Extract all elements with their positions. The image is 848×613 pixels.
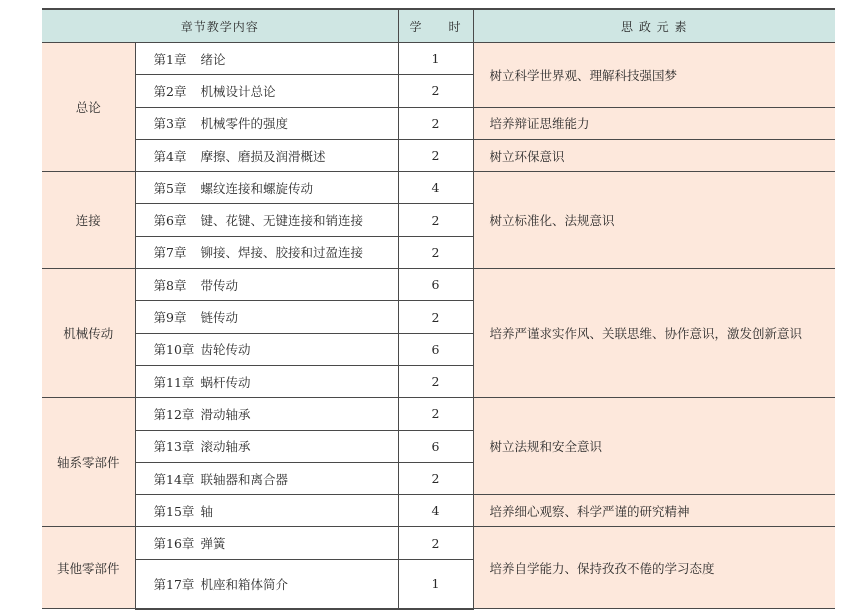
chapter-cell — [135, 430, 398, 462]
hours-cell: 1 — [398, 559, 473, 609]
category-cell: 其他零部件 — [42, 527, 135, 609]
chapter-title: 齿轮传动 — [200, 342, 251, 358]
category-cell: 连接 — [42, 172, 135, 269]
chapter-cell — [135, 236, 398, 268]
table-row — [42, 43, 835, 75]
table-row — [42, 139, 835, 171]
chapter-number: 第11章 — [153, 374, 195, 390]
chapter-number: 第17章 — [153, 576, 195, 592]
hours-cell: 2 — [398, 527, 473, 559]
chapter-cell — [135, 365, 398, 397]
hours-cell: 2 — [398, 139, 473, 171]
element-cell: 树立环保意识 — [473, 139, 835, 171]
chapter-cell — [135, 75, 398, 107]
curriculum-table — [42, 8, 835, 610]
chapter-number: 第10章 — [153, 342, 195, 358]
hours-cell: 2 — [398, 398, 473, 430]
hours-cell: 2 — [398, 236, 473, 268]
table-row — [42, 269, 835, 301]
chapter-cell — [135, 107, 398, 139]
hours-cell: 2 — [398, 365, 473, 397]
chapter-cell — [135, 172, 398, 204]
hours-cell: 2 — [398, 75, 473, 107]
chapter-number: 第13章 — [153, 439, 195, 455]
table-row — [42, 527, 835, 559]
chapter-number: 第14章 — [153, 471, 195, 487]
category-cell: 总论 — [42, 43, 135, 172]
chapter-cell — [135, 333, 398, 365]
chapter-number: 第9章 — [153, 310, 187, 326]
chapter-cell — [135, 495, 398, 527]
header-elements: 思 政 元 素 — [473, 9, 835, 43]
hours-cell: 2 — [398, 107, 473, 139]
chapter-cell — [135, 139, 398, 171]
chapter-title: 绪论 — [200, 51, 226, 67]
chapter-number: 第16章 — [153, 536, 195, 552]
curriculum-table-container — [42, 8, 835, 610]
chapter-cell — [135, 43, 398, 75]
header-content: 章节教学内容 — [42, 9, 398, 43]
element-cell: 树立科学世界观、理解科技强国梦 — [473, 43, 835, 108]
chapter-title: 机座和箱体简介 — [200, 576, 289, 592]
chapter-cell — [135, 204, 398, 236]
header-row — [42, 9, 835, 43]
hours-cell: 2 — [398, 204, 473, 236]
element-cell: 树立标准化、法规意识 — [473, 172, 835, 269]
chapter-number: 第7章 — [153, 245, 187, 261]
chapter-title: 机械零件的强度 — [200, 116, 289, 132]
chapter-title: 铆接、焊接、胶接和过盈连接 — [200, 245, 364, 261]
header-hours: 学 时 — [398, 9, 473, 43]
hours-cell: 6 — [398, 269, 473, 301]
chapter-number: 第1章 — [153, 51, 187, 67]
table-row — [42, 107, 835, 139]
chapter-number: 第3章 — [153, 116, 187, 132]
chapter-cell — [135, 301, 398, 333]
chapter-title: 滚动轴承 — [200, 439, 251, 455]
chapter-title: 滑动轴承 — [200, 406, 251, 422]
chapter-title: 摩擦、磨损及润滑概述 — [200, 148, 326, 164]
hours-cell: 4 — [398, 495, 473, 527]
chapter-number: 第5章 — [153, 180, 187, 196]
chapter-number: 第2章 — [153, 83, 187, 99]
chapter-cell — [135, 269, 398, 301]
chapter-title: 轴 — [200, 503, 214, 519]
chapter-title: 蜗杆传动 — [200, 374, 251, 390]
chapter-cell — [135, 559, 398, 609]
hours-cell: 2 — [398, 301, 473, 333]
chapter-title: 链传动 — [200, 310, 239, 326]
hours-cell: 1 — [398, 43, 473, 75]
element-cell: 培养辩证思维能力 — [473, 107, 835, 139]
chapter-number: 第4章 — [153, 148, 187, 164]
hours-cell: 6 — [398, 333, 473, 365]
chapter-cell — [135, 398, 398, 430]
chapter-title: 机械设计总论 — [200, 83, 276, 99]
category-cell: 轴系零部件 — [42, 398, 135, 527]
chapter-number: 第8章 — [153, 277, 187, 293]
chapter-title: 弹簧 — [200, 536, 226, 552]
hours-cell: 4 — [398, 172, 473, 204]
element-cell: 培养严谨求实作风、关联思维、协作意识，激发创新意识 — [473, 269, 835, 398]
element-cell: 培养细心观察、科学严谨的研究精神 — [473, 495, 835, 527]
chapter-title: 键、花键、无键连接和销连接 — [200, 213, 364, 229]
chapter-title: 螺纹连接和螺旋传动 — [200, 180, 314, 196]
table-row — [42, 495, 835, 527]
element-cell: 树立法规和安全意识 — [473, 398, 835, 495]
hours-cell: 6 — [398, 430, 473, 462]
chapter-title: 带传动 — [200, 277, 239, 293]
hours-cell: 2 — [398, 462, 473, 494]
chapter-cell — [135, 462, 398, 494]
chapter-number: 第6章 — [153, 213, 187, 229]
chapter-cell — [135, 527, 398, 559]
table-row — [42, 172, 835, 204]
chapter-number: 第12章 — [153, 406, 195, 422]
table-row — [42, 398, 835, 430]
category-cell: 机械传动 — [42, 269, 135, 398]
chapter-number: 第15章 — [153, 503, 195, 519]
element-cell: 培养自学能力、保持孜孜不倦的学习态度 — [473, 527, 835, 609]
chapter-title: 联轴器和离合器 — [200, 471, 289, 487]
